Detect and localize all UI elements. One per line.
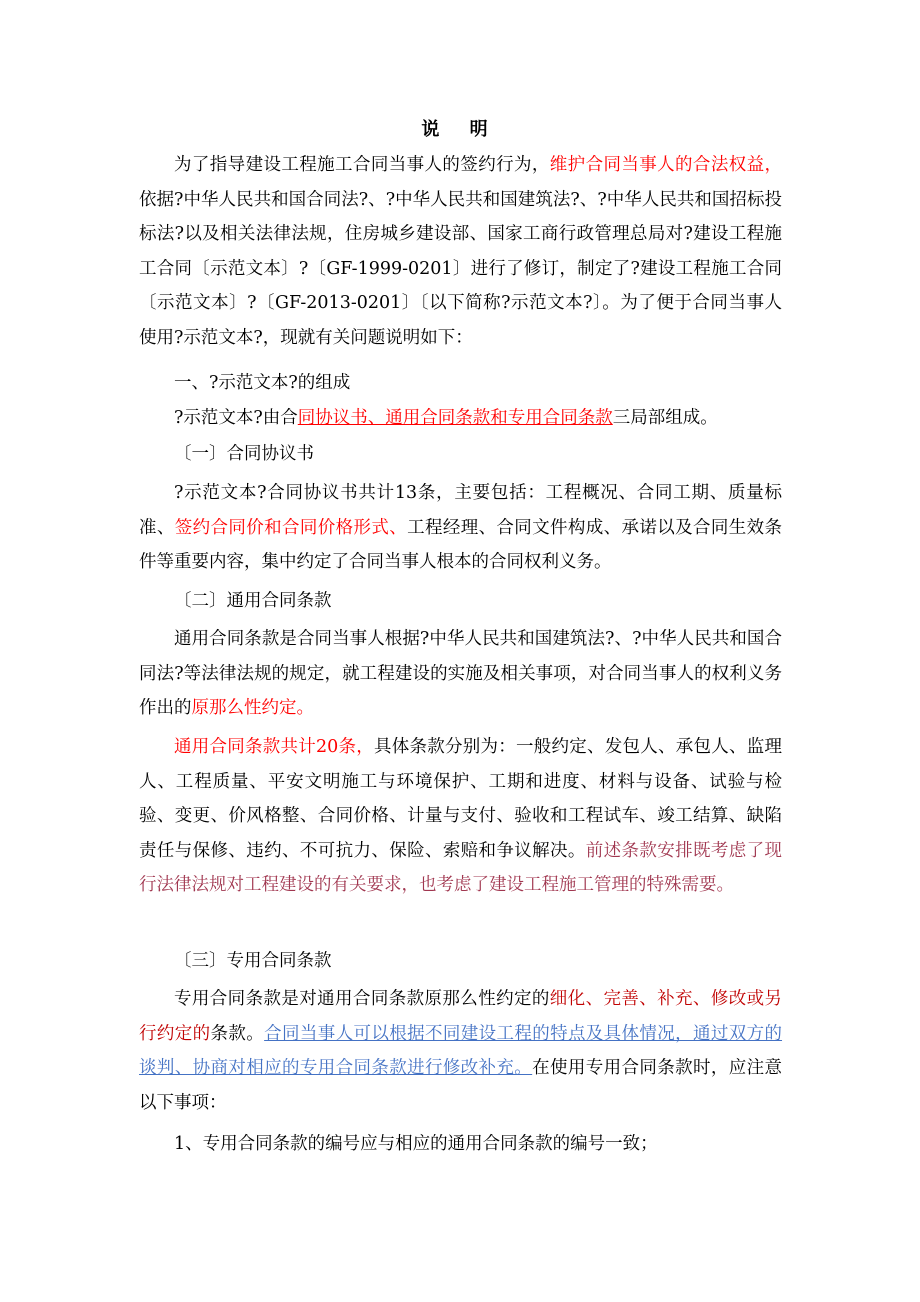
- subheading-special-terms: 〔三〕专用合同条款: [174, 951, 332, 971]
- intro-text-c: 依据?中华人民共和国合同法?、?中华人民共和国建筑法?、?中华人民共和国招标投标法?以及相关法律法规，住房城乡建设部、国家工商行政管理总局对?建设工程施工合同〔示范文本〕?〔GF-1999-0201〕进行了修订，制定了?建设工程施工合同〔示范文本〕?〔GF-2013-0201〕〔以下简称?示范文本?〕。为了便于合同当事人使用?示范文本?，现就有关问题说明如下：: [139, 189, 782, 348]
- general-terms-note: 前述条款安排既考虑了现行法律法规对工程建设的有关要求，也考虑了建设工程施工管理的特殊需要。: [139, 840, 783, 895]
- agreement-text-c: 工程经理、合同文件构成、承诺以及合同生效条件等重要内容，集中约定了合同当事人根本的合同权利义务。: [139, 517, 783, 572]
- special-terms-link: 合同当事人可以根据不同建设工程的特点及具体情况，通过双方的谈判、协商对相应的专用合同条款进行修改补充。: [139, 1023, 783, 1078]
- general-terms-list-paragraph: [139, 730, 782, 903]
- list-item-1: 1、专用合同条款的编号应与相应的通用合同条款的编号一致；: [174, 1134, 658, 1154]
- page-title: 说 明: [421, 119, 500, 140]
- general-terms-count: 通用合同条款共计20条，: [174, 737, 375, 757]
- agreement-highlight: 签约合同价和合同价格形式、: [174, 517, 408, 538]
- agreement-paragraph: [139, 476, 782, 580]
- section-heading-1: 一、?示范文本?的组成: [174, 373, 351, 393]
- subheading-general-terms: 〔二〕通用合同条款: [174, 591, 332, 611]
- agreement-text-a: ?示范文本?合同协议书共计13条，主要包括：工程概况、合同工期、质量标准、: [139, 483, 782, 538]
- intro-text-a: 为了指导建设工程施工合同当事人的签约行为，: [174, 155, 550, 175]
- general-terms-list: 具体条款分别为：一般约定、发包人、承包人、监理人、工程质量、平安文明施工与环境保护、工期和进度、材料与设备、试验与检验、变更、价风格整、合同价格、计量与支付、验收和工程试车、竣工结算、缺陷责任与保修、违约、不可抗力、保险、索赔和争议解决。: [139, 737, 782, 861]
- composition-text-a: ?示范文本?由合: [174, 408, 298, 428]
- special-terms-paragraph: [139, 982, 782, 1120]
- composition-paragraph: [139, 401, 782, 436]
- composition-highlight: 同协议书、通用合同条款和专用合同条款: [297, 408, 613, 428]
- general-terms-paragraph: [139, 622, 782, 726]
- special-terms-text-a: 专用合同条款是对通用合同条款原那么性约定的: [174, 989, 550, 1009]
- composition-text-c: 三局部组成。: [612, 408, 718, 428]
- intro-highlight: 维护合同当事人的合法权益，: [549, 155, 783, 175]
- special-terms-highlight: 细化、完善、补充、修改或另行约定的: [139, 989, 783, 1044]
- special-terms-text-c: 条款。: [210, 1023, 265, 1044]
- special-terms-text-e: 在使用专用合同条款时，应注意以下事项：: [139, 1058, 782, 1113]
- general-terms-highlight: 原那么性约定。: [191, 698, 314, 718]
- intro-paragraph: [139, 148, 782, 355]
- subheading-agreement: 〔一〕合同协议书: [174, 444, 314, 464]
- general-terms-text-a: 通用合同条款是合同当事人根据?中华人民共和国建筑法?、?中华人民共和国合同法?等法律法规的规定，就工程建设的实施及相关事项，对合同当事人的权利义务作出的: [139, 629, 782, 718]
